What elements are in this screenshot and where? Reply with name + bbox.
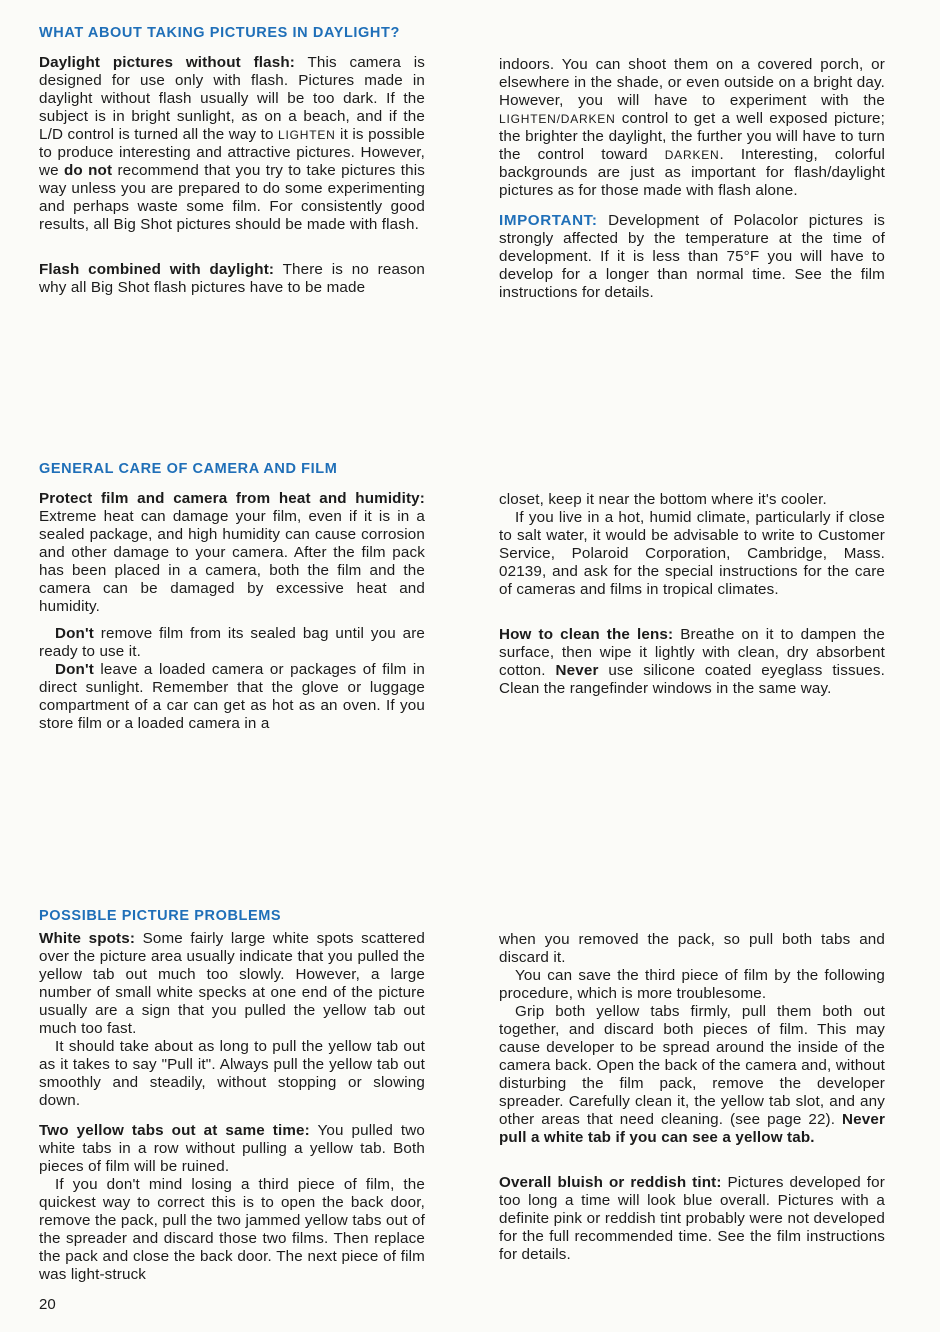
paragraph-flash-combined — [39, 261, 425, 297]
paragraph-text: control to get a well exposed picture; the brighter the daylight, the further you will have to turn the control toward — [499, 110, 885, 163]
paragraph-clean-lens — [499, 626, 885, 698]
paragraph-protect-film — [39, 490, 425, 616]
daylight-right-column — [499, 56, 885, 302]
paragraph-closet: closet, keep it near the bottom where it's cooler. — [499, 491, 827, 508]
paragraph-text: leave a loaded camera or packages of film in direct sunlight. Remember that the glove or luggage compartment of a car can get as hot as an oven. If you store film or a loaded camera in a — [39, 661, 425, 732]
paragraph-label: Two yellow tabs out at same time: — [39, 1122, 310, 1139]
emphasis: do not — [64, 162, 113, 179]
paragraph-humid-climate: If you live in a hot, humid climate, particularly if close to salt water, it would be advisable to write to Customer Service, Polaroid Corporation, Cambridge, Mass. 02139, and ask for the special instructions for the care of cameras and films in tropical climates. — [499, 509, 885, 598]
paragraph-text: it is possible to produce interesting and attractive pictures. However, we — [39, 126, 425, 179]
paragraph-bluish-tint — [499, 1174, 885, 1264]
paragraph-indoors — [499, 56, 885, 200]
paragraph-dont-leave — [39, 661, 425, 733]
paragraph-label: Overall bluish or reddish tint: — [499, 1174, 722, 1191]
paragraph-text: Extreme heat can damage your film, even if it is in a sealed package, and high humidity can cause corrosion and other damage to your camera. After the film pack has been placed in a camera, both the film and the camera can be damaged by excessive heat and humidity. — [39, 508, 425, 615]
paragraph-text: . Interesting, colorful backgrounds are just as important for flash/daylight pictures as for those made with flash alone. — [499, 146, 885, 199]
lighten-darken-term: LIGHTEN/DARKEN — [499, 112, 616, 126]
paragraph-text: use silicone coated eyeglass tissues. Clean the rangefinder windows in the same way. — [499, 662, 886, 697]
paragraph-removed-pack: when you removed the pack, so pull both tabs and discard it. — [499, 931, 885, 966]
paragraph-dont-remove — [39, 625, 425, 661]
paragraph-text: You pulled two white tabs in a row without pulling a yellow tab. Both pieces of film will be ruined. — [39, 1122, 425, 1175]
section-heading-care: GENERAL CARE OF CAMERA AND FILM — [39, 461, 338, 477]
paragraph-text: remove film from its sealed bag until you are ready to use it. — [39, 625, 425, 660]
paragraph-two-yellow-tabs — [39, 1122, 425, 1176]
paragraph-label: White spots: — [39, 930, 136, 947]
paragraph-daylight-without-flash — [39, 54, 425, 234]
problems-right-column — [499, 931, 885, 1264]
paragraph-label: How to clean the lens: — [499, 626, 674, 643]
paragraph-text: Some fairly large white spots scattered over the picture area usually indicate that you pulled the yellow tab out much too slowly. However, a large number of small white specks at one end of the picture usually are a sign that you pulled the yellow tab out much too fast. — [39, 930, 426, 1037]
page-number: 20 — [39, 1296, 56, 1313]
paragraph-label: Daylight pictures without flash: — [39, 54, 295, 71]
paragraph-grip-tabs — [499, 1003, 885, 1147]
paragraph-text: Grip both yellow tabs firmly, pull them both out together, and discard both pieces of film. This may cause developer to be spread around the inside of the camera back. Open the back of the camera and, without disturbing the film pack, remove the developer spreader. Carefully clean it, the yellow tab slot, and any other areas that need cleaning. (see page 22). — [499, 1003, 885, 1128]
darken-term: DARKEN — [664, 148, 720, 162]
section-heading-daylight: WHAT ABOUT TAKING PICTURES IN DAYLIGHT? — [39, 25, 400, 41]
emphasis: Never pull a white tab if you can see a yellow tab. — [499, 1111, 885, 1146]
paragraph-label: Don't — [55, 625, 94, 642]
care-left-column — [39, 490, 425, 733]
lighten-term: LIGHTEN — [278, 128, 336, 142]
paragraph-label: Protect film and camera from heat and humidity: — [39, 490, 425, 507]
paragraph-text: indoors. You can shoot them on a covered porch, or elsewhere in the shade, or even outside on a bright day. However, you will have to experiment with the — [499, 56, 885, 109]
paragraph-save-third: You can save the third piece of film by the following procedure, which is more troublesome. — [499, 967, 885, 1002]
paragraph-text: This camera is designed for use only with flash. Pictures made in daylight without flash usually will be too dark. If the subject is in bright sunlight, as on a beach, and if the L/D control is turned all the way to — [39, 54, 425, 143]
paragraph-label: Don't — [55, 661, 94, 678]
problems-left-column — [39, 930, 425, 1284]
paragraph-text: There is no reason why all Big Shot flash pictures have to be made — [39, 261, 425, 296]
paragraph-white-spots — [39, 930, 425, 1038]
daylight-left-column — [39, 54, 425, 297]
paragraph-third-film: If you don't mind losing a third piece of film, the quickest way to correct this is to open the back door, remove the pack, pull the two jammed yellow tabs out of the spreader and discard those two films. Then replace the pack and close the back door. The next piece of film was light-struck — [39, 1176, 425, 1283]
paragraph-pull-it: It should take about as long to pull the yellow tab out as it takes to say "Pull it". Always pull the yellow tab out smoothly and steadily, without stopping or slowing down. — [39, 1038, 425, 1109]
emphasis: Never — [555, 662, 599, 679]
section-heading-problems: POSSIBLE PICTURE PROBLEMS — [39, 908, 282, 924]
paragraph-text: Development of Polacolor pictures is strongly affected by the temperature at the time of development. If it is less than 75°F you will have to develop for a longer than normal time. See the film instructions for details. — [499, 212, 885, 301]
paragraph-text: Pictures developed for too long a time will look blue overall. Pictures with a definite pink or reddish tint probably were not developed for the full recommended time. See the film instructions for details. — [499, 1174, 885, 1263]
important-label: IMPORTANT: — [499, 212, 598, 229]
care-right-column — [499, 491, 885, 698]
paragraph-label: Flash combined with daylight: — [39, 261, 275, 278]
paragraph-important — [499, 212, 885, 302]
paragraph-text: recommend that you try to take pictures this way unless you are prepared to do some experimenting and perhaps waste some film. For consistently good results, all Big Shot pictures should be made with flash. — [39, 162, 425, 233]
paragraph-text: Breathe on it to dampen the surface, then wipe it lightly with clean, dry absorbent cotton. — [499, 626, 885, 679]
